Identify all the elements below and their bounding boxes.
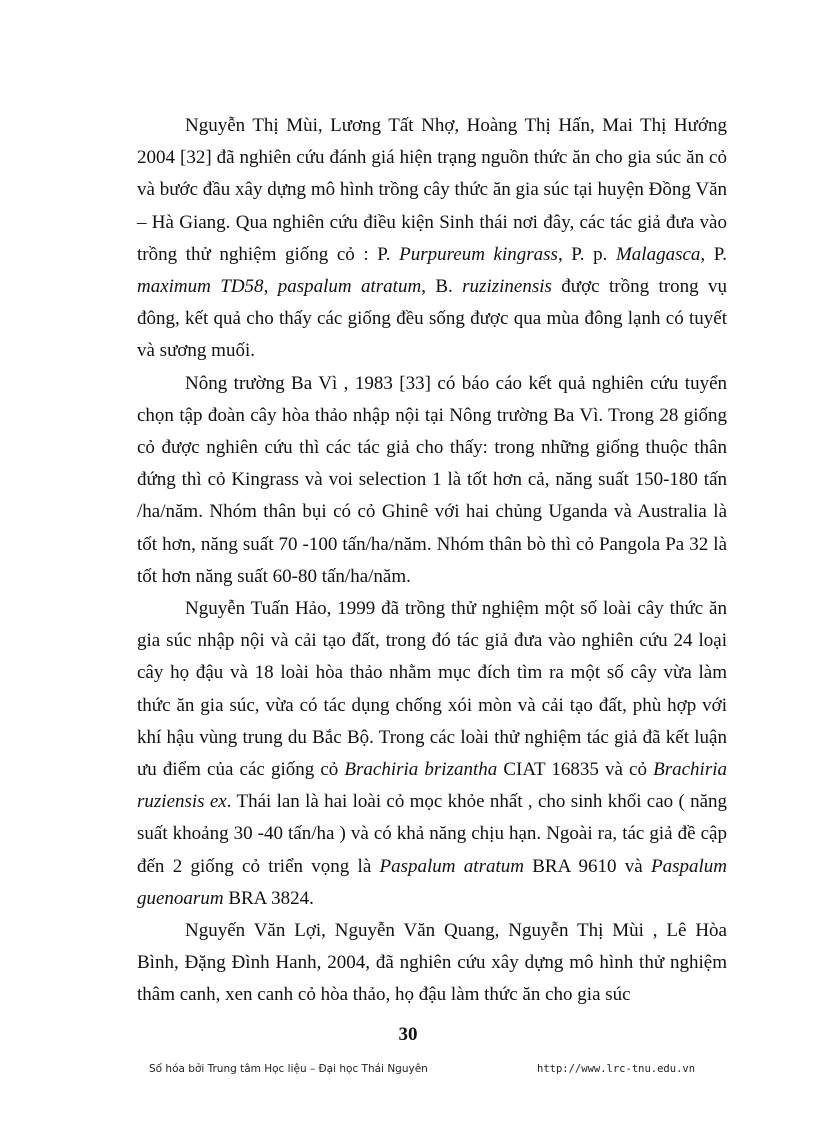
page-number: 30: [398, 1024, 418, 1045]
text-run: Nguyến Văn Lợi, Nguyễn Văn Quang, Nguyễn Thị Mùi , Lê Hòa Bình, Đặng Đình Hanh, 2004, đã nghiên cứu xây dựng mô hình thử nghiệm thâm canh, xen canh cỏ hòa thảo, họ đậu làm thức ăn cho gia súc: [137, 920, 727, 1006]
text-run: ,: [263, 276, 278, 298]
species-name: Malagasca: [615, 243, 701, 265]
text-run: Nông trường Ba Vì , 1983 [33] có báo cáo kết quả nghiên cứu tuyển chọn tập đoàn cây hòa thảo nhập nội tại Nông trường Ba Vì. Trong 28 giống cỏ được nghiên cứu thì các tác giả cho thấy: trong những giống thuộc thân đứng thì cỏ Kingrass và voi selection 1 là tốt hơn cả, năng suất 150-180 tấn /ha/năm. Nhóm thân bụi có cỏ Ghinê với hai chủng Uganda và Australia là tốt hơn, năng suất 70 -100 tấn/ha/năm. Nhóm thân bò thì cỏ Pangola Pa 32 là tốt hơn năng suất 60-80 tấn/ha/năm.: [137, 372, 727, 587]
species-name: Brachiria brizantha: [344, 759, 498, 781]
footer-url-link[interactable]: http://www.lrc-tnu.edu.vn: [537, 1063, 696, 1075]
paragraph: [137, 593, 727, 915]
species-name: Paspalum atratum: [379, 855, 524, 877]
text-run: , B.: [421, 276, 463, 298]
text-run: . Thái lan là hai loài cỏ mọc khỏe nhất , cho sinh khối cao ( năng suất khoảng 30 -40 tấn/ha ) và có khả năng chịu hạn. Ngoài ra, tác giả đề cập đến 2 giống cỏ triển vọng là: [137, 791, 728, 877]
text-run: BRA 9610 và: [523, 855, 651, 877]
species-name: Paspalum guenoarum: [137, 855, 727, 909]
text-run: Nguyễn Tuấn Hảo, 1999 đã trồng thử nghiệm một số loài cây thức ăn gia súc nhập nội và cải tạo đất, trong đó tác giả đưa vào nghiên cứu 24 loại cây họ đậu và 18 loài hòa thảo nhằm mục đích tìm ra một số cây vừa làm thức ăn gia súc, vừa có tác dụng chống xói mòn và cải tạo đất, phù hợp với khí hậu vùng trung du Bắc Bộ. Trong các loài thử nghiệm tác giả đã kết luận ưu điểm của các giống cỏ: [137, 598, 727, 781]
text-run: CIAT 16835 và cỏ: [497, 759, 654, 781]
text-run: BRA 3824.: [223, 887, 314, 909]
text-run: , P. p.: [557, 243, 616, 265]
text-run: Nguyễn Thị Mùi, Lương Tất Nhợ, Hoàng Thị Hấn, Mai Thị Hướng 2004 [32] đã nghiên cứu đánh giá hiện trạng nguồn thức ăn cho gia súc ăn cỏ và bước đầu xây dựng mô hình trồng cây thức ăn gia súc tại huyện Đồng Văn – Hà Giang. Qua nghiên cứu điều kiện Sinh thái nơi đây, các tác giả đưa vào trồng thử nghiệm giống cỏ : P.: [137, 115, 727, 265]
species-name: maximum TD58: [137, 276, 264, 298]
body-text: [137, 110, 727, 1012]
paragraph: [137, 110, 727, 368]
text-run: được trồng trong vụ đông, kết quả cho thấy các giống đều sống được qua mùa đông lạnh có tuyết và sương muối.: [137, 276, 727, 362]
species-name: Purpureum kingrass: [399, 243, 558, 265]
paragraph: [137, 915, 727, 1012]
footer-source-text: Số hóa bởi Trung tâm Học liệu – Đại học Thái Nguyên: [149, 1063, 428, 1075]
paragraph: [137, 368, 727, 593]
species-name: ruzizinensis: [462, 276, 552, 298]
species-name: paspalum atratum: [277, 276, 422, 298]
species-name: Brachiria ruziensis ex: [137, 759, 728, 813]
text-run: , P.: [700, 243, 727, 265]
